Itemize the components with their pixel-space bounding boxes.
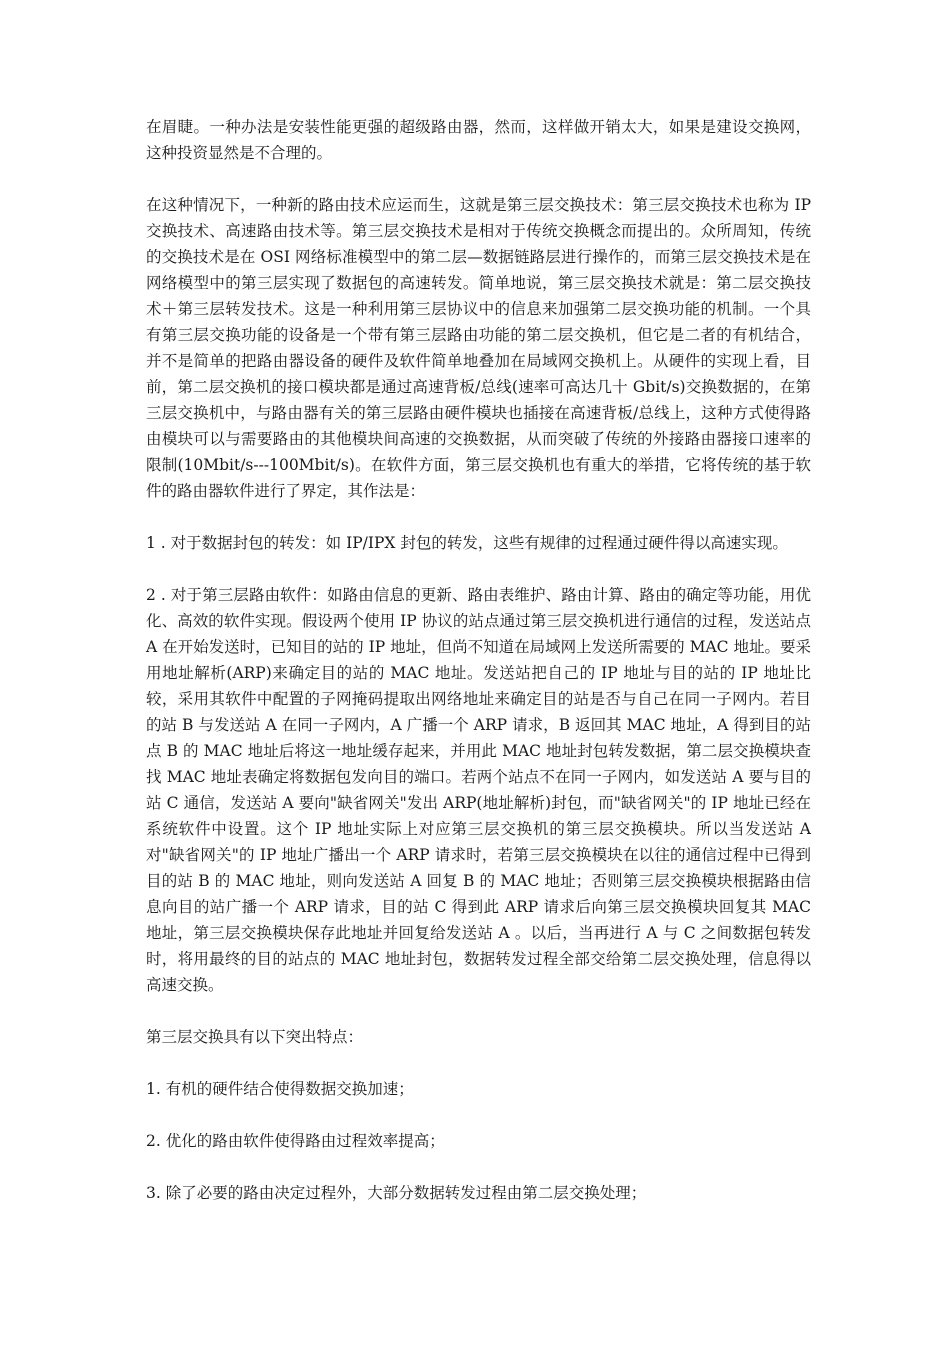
paragraph-layer3-switching: 在这种情况下，一种新的路由技术应运而生，这就是第三层交换技术：第三层交换技术也称为 IP 交换技术、高速路由技术等。第三层交换技术是相对于传统交换概念而提出的。众所周知，传统的交换技术是在 OSI 网络标准模型中的第二层—数据链路层进行操作的，而第三层交换技术是在网络模型中的第三层实现了数据包的高速转发。简单地说，第三层交换技术就是：第二层交换技术＋第三层转发技术。这是一种利用第三层协议中的信息来加强第二层交换功能的机制。一个具有第三层交换功能的设备是一个带有第三层路由功能的第二层交换机，但它是二者的有机结合，并不是简单的把路由器设备的硬件及软件简单地叠加在局域网交换机上。从硬件的实现上看，目前，第二层交换机的接口模块都是通过高速背板/总线(速率可高达几十 Gbit/s)交换数据的，在第三层交换机中，与路由器有关的第三层路由硬件模块也插接在高速背板/总线上，这种方式使得路由模块可以与需要路由的其他模块间高速的交换数据，从而突破了传统的外接路由器接口速率的限制(10Mbit/s---100Mbit/s)。在软件方面，第三层交换机也有重大的举措，它将传统的基于软件的路由器软件进行了界定，其作法是：: [146, 196, 811, 500]
list-item-feature-3: 3. 除了必要的路由决定过程外，大部分数据转发过程由第二层交换处理；: [146, 1184, 647, 1202]
paragraph-item-2-routing-software: 2 . 对于第三层路由软件：如路由信息的更新、路由表维护、路由计算、路由的确定等功能，用优化、高效的软件实现。假设两个使用 IP 协议的站点通过第三层交换机进行通信的过程，发送站点 A 在开始发送时，已知目的站的 IP 地址，但尚不知道在局域网上发送所需要的 MAC 地址。要采用地址解析(ARP)来确定目的站的 MAC 地址。发送站把自己的 IP 地址与目的站的 IP 地址比较，采用其软件中配置的子网掩码提取出网络地址来确定目的站是否与自己在同一子网内。若目的站 B 与发送站 A 在同一子网内，A 广播一个 ARP 请求，B 返回其 MAC 地址，A 得到目的站点 B 的 MAC 地址后将这一地址缓存起来，并用此 MAC 地址封包转发数据，第二层交换模块查找 MAC 地址表确定将数据包发向目的端口。若两个站点不在同一子网内，如发送站 A 要与目的站 C 通信，发送站 A 要向"缺省网关"发出 ARP(地址解析)封包，而"缺省网关"的 IP 地址已经在系统软件中设置。这个 IP 地址实际上对应第三层交换机的第三层交换模块。所以当发送站 A 对"缺省网关"的 IP 地址广播出一个 ARP 请求时，若第三层交换模块在以往的通信过程中已得到目的站 B 的 MAC 地址，则向发送站 A 回复 B 的 MAC 地址；否则第三层交换模块根据路由信息向目的站广播一个 ARP 请求，目的站 C 得到此 ARP 请求后向第三层交换模块回复其 MAC 地址，第三层交换模块保存此地址并回复给发送站 A 。以后，当再进行 A 与 C 之间数据包转发时，将用最终的目的站点的 MAC 地址封包，数据转发过程全部交给第二层交换处理，信息得以高速交换。: [146, 586, 811, 994]
paragraph-intro: 在眉睫。一种办法是安装性能更强的超级路由器，然而，这样做开销太大，如果是建设交换网，这种投资显然是不合理的。: [146, 118, 811, 162]
paragraph-item-1-forwarding: 1 . 对于数据封包的转发：如 IP/IPX 封包的转发，这些有规律的过程通过硬件得以高速实现。: [146, 534, 788, 552]
list-item-feature-2: 2. 优化的路由软件使得路由过程效率提高；: [146, 1132, 445, 1150]
document-page: [146, 114, 811, 1206]
paragraph-features-heading: 第三层交换具有以下突出特点：: [146, 1028, 364, 1046]
list-item-feature-1: 1. 有机的硬件结合使得数据交换加速；: [146, 1080, 414, 1098]
